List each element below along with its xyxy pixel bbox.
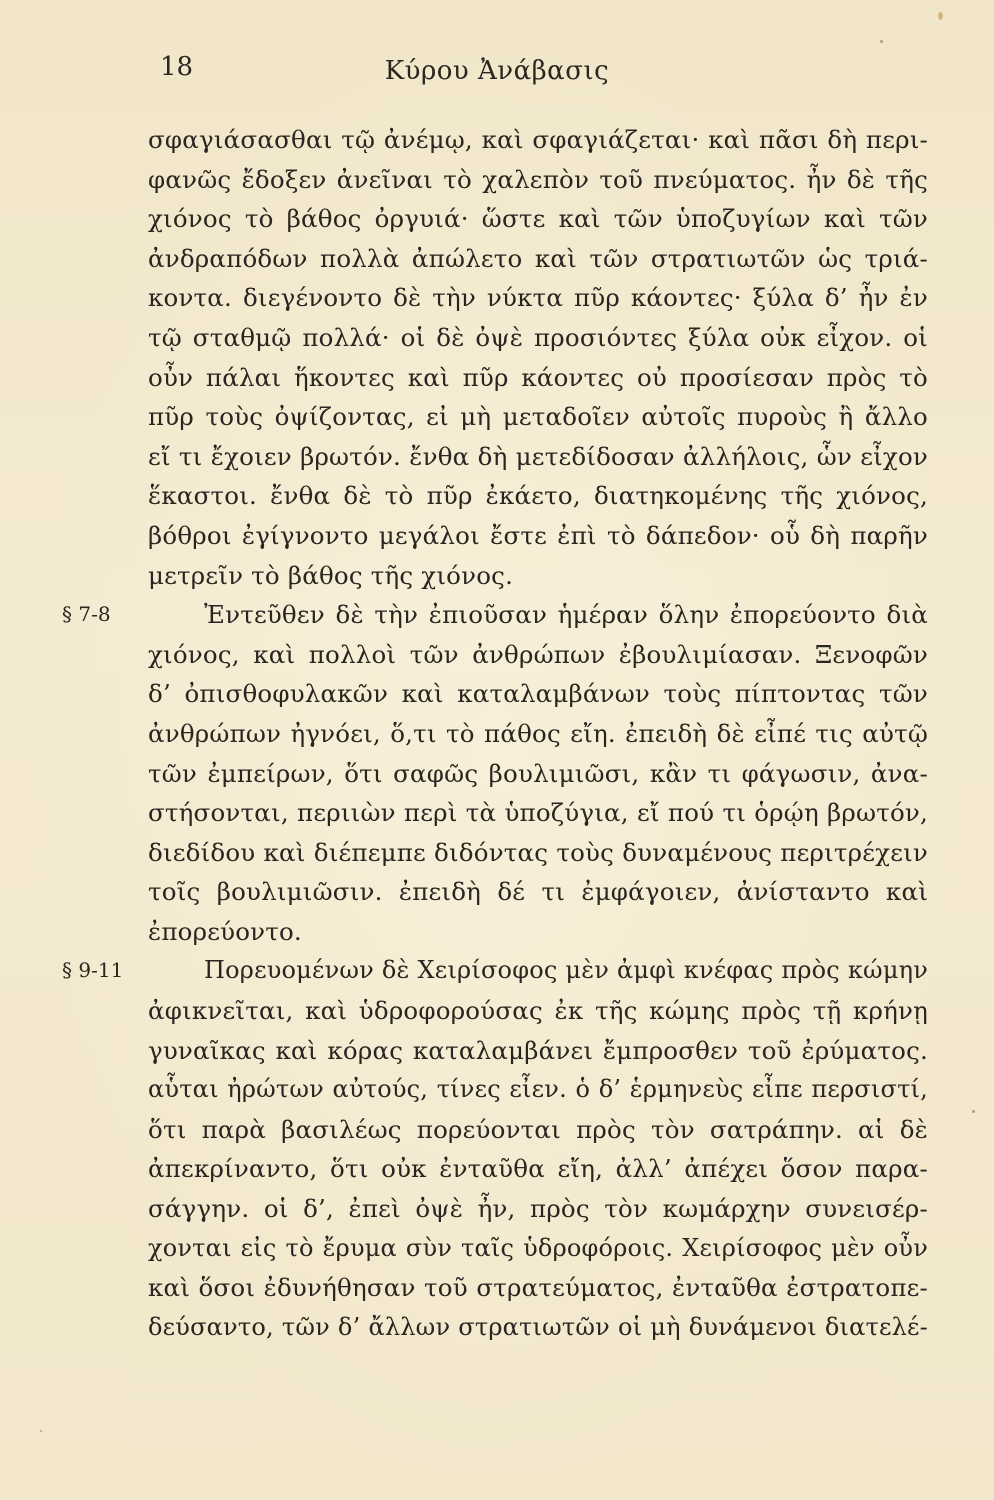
text-line: κοντα. διεγένοντο δὲ τὴν νύκτα πῦρ κάοντες· ξύλα δ’ ἦν ἐν — [148, 283, 928, 313]
text-line: ἐπορεύοντο. — [148, 916, 302, 946]
text-line: δεύσαντο, τῶν δ’ ἄλλων στρατιωτῶν οἱ μὴ δυνάμενοι διατελέ- — [148, 1312, 928, 1341]
section-marker: § 7-8 — [62, 602, 111, 627]
text-line: μετρεῖν τὸ βάθος τῆς χιόνος. — [148, 560, 514, 590]
running-title: Κύρου Ἀνάβασις — [384, 56, 610, 86]
paragraph-3 — [62, 951, 928, 1347]
text-line: ὅτι παρὰ βασιλέως πορεύονται πρὸς τὸν σατράπην. αἱ δὲ — [148, 1114, 928, 1144]
text-line — [148, 951, 928, 991]
text-line: τῷ σταθμῷ πολλά· οἱ δὲ ὀψὲ προσιόντες ξύλα οὐκ εἶχον. οἱ — [148, 322, 928, 352]
text-line: χιόνος, καὶ πολλοὶ τῶν ἀνθρώπων ἐβουλιμίασαν. Ξενοφῶν — [148, 639, 928, 669]
paragraph-first-line — [62, 951, 928, 991]
page-number: 18 — [160, 52, 194, 82]
paper-speck — [938, 12, 943, 20]
paper-speck — [880, 40, 883, 43]
text-line: ἕκαστοι. ἔνθα δὲ τὸ πῦρ ἐκάετο, διατηκομένης τῆς χιόνος, — [148, 481, 928, 511]
text-line: βόθροι ἐγίγνοντο μεγάλοι ἔστε ἐπὶ τὸ δάπεδον· οὗ δὴ παρῆν — [148, 520, 928, 550]
paper-speck — [40, 1430, 42, 1432]
paragraph-2 — [62, 595, 928, 951]
text-line: σφαγιάσασθαι τῷ ἀνέμῳ, καὶ σφαγιάζεται· καὶ πᾶσι δὴ περι- — [148, 125, 928, 154]
text-line: ἀφικνεῖται, καὶ ὑδροφορούσας ἐκ τῆς κώμης πρὸς τῇ κρήνῃ — [148, 996, 928, 1026]
body-text — [62, 120, 928, 1347]
text-line-content: Πορευομένων δὲ Χειρίσοφος μὲν ἀμφὶ κνέφας πρὸς κώμην — [204, 956, 928, 985]
text-line: ἀνδραπόδων πολλὰ ἀπώλετο καὶ τῶν στρατιωτῶν ὡς τριά- — [148, 243, 928, 273]
text-line: τῶν ἐμπείρων, ὅτι σαφῶς βουλιμιῶσι, κἂν τι φάγωσιν, ἀνα- — [148, 758, 928, 788]
page-header — [0, 52, 994, 92]
text-line: ἀπεκρίναντο, ὅτι οὐκ ἐνταῦθα εἴη, ἀλλ’ ἀπέχει ὅσον παρα- — [148, 1154, 928, 1184]
text-line: φανῶς ἔδοξεν ἀνεῖναι τὸ χαλεπὸν τοῦ πνεύματος. ἦν δὲ τῆς — [148, 164, 928, 194]
text-line: καὶ ὅσοι ἐδυνήθησαν τοῦ στρατεύματος, ἐνταῦθα ἐστρατοπε- — [148, 1273, 928, 1303]
text-line: τοῖς βουλιμιῶσιν. ἐπειδὴ δέ τι ἐμφάγοιεν, ἀνίσταντο καὶ — [148, 877, 928, 907]
text-line: σάγγην. οἱ δ’, ἐπεὶ ὀψὲ ἦν, πρὸς τὸν κωμάρχην συνεισέρ- — [148, 1194, 928, 1224]
paragraph-1 — [148, 120, 928, 595]
text-line: πῦρ τοὺς ὀψίζοντας, εἰ μὴ μεταδοῖεν αὐτοῖς πυροὺς ἢ ἄλλο — [148, 402, 928, 432]
text-line: στήσονται, περιιὼν περὶ τὰ ὑποζύγια, εἴ πού τι ὁρῴη βρωτόν, — [148, 798, 928, 828]
text-line: διεδίδου καὶ διέπεμπε διδόντας τοὺς δυναμένους περιτρέχειν — [148, 837, 928, 867]
text-line: γυναῖκας καὶ κόρας καταλαμβάνει ἔμπροσθεν τοῦ ἐρύματος. — [148, 1035, 928, 1065]
text-line-content: Ἐντεῦθεν δὲ τὴν ἐπιοῦσαν ἡμέραν ὅλην ἐπορεύοντο διὰ — [204, 600, 928, 630]
text-line: χιόνος τὸ βάθος ὀργυιά· ὥστε καὶ τῶν ὑποζυγίων καὶ τῶν — [148, 204, 928, 234]
paragraph-first-line — [62, 595, 928, 635]
text-line: χονται εἰς τὸ ἔρυμα σὺν ταῖς ὑδροφόροις. Χειρίσοφος μὲν οὖν — [148, 1233, 928, 1262]
text-line: δ’ ὀπισθοφυλακῶν καὶ καταλαμβάνων τοὺς πίπτοντας τῶν — [148, 679, 928, 709]
paper-speck — [972, 1110, 975, 1113]
section-marker: § 9-11 — [62, 958, 124, 983]
text-line: οὖν πάλαι ἥκοντες καὶ πῦρ κάοντες οὐ προσίεσαν πρὸς τὸ — [148, 362, 928, 392]
text-line: αὗται ἠρώτων αὐτούς, τίνες εἶεν. ὁ δ’ ἑρμηνεὺς εἶπε περσιστί, — [148, 1075, 928, 1104]
text-line: εἴ τι ἔχοιεν βρωτόν. ἔνθα δὴ μετεδίδοσαν ἀλλήλοις, ὧν εἶχον — [148, 441, 928, 471]
text-line — [148, 595, 928, 635]
text-line: ἀνθρώπων ἠγνόει, ὅ,τι τὸ πάθος εἴη. ἐπειδὴ δὲ εἶπέ τις αὐτῷ — [148, 718, 928, 748]
